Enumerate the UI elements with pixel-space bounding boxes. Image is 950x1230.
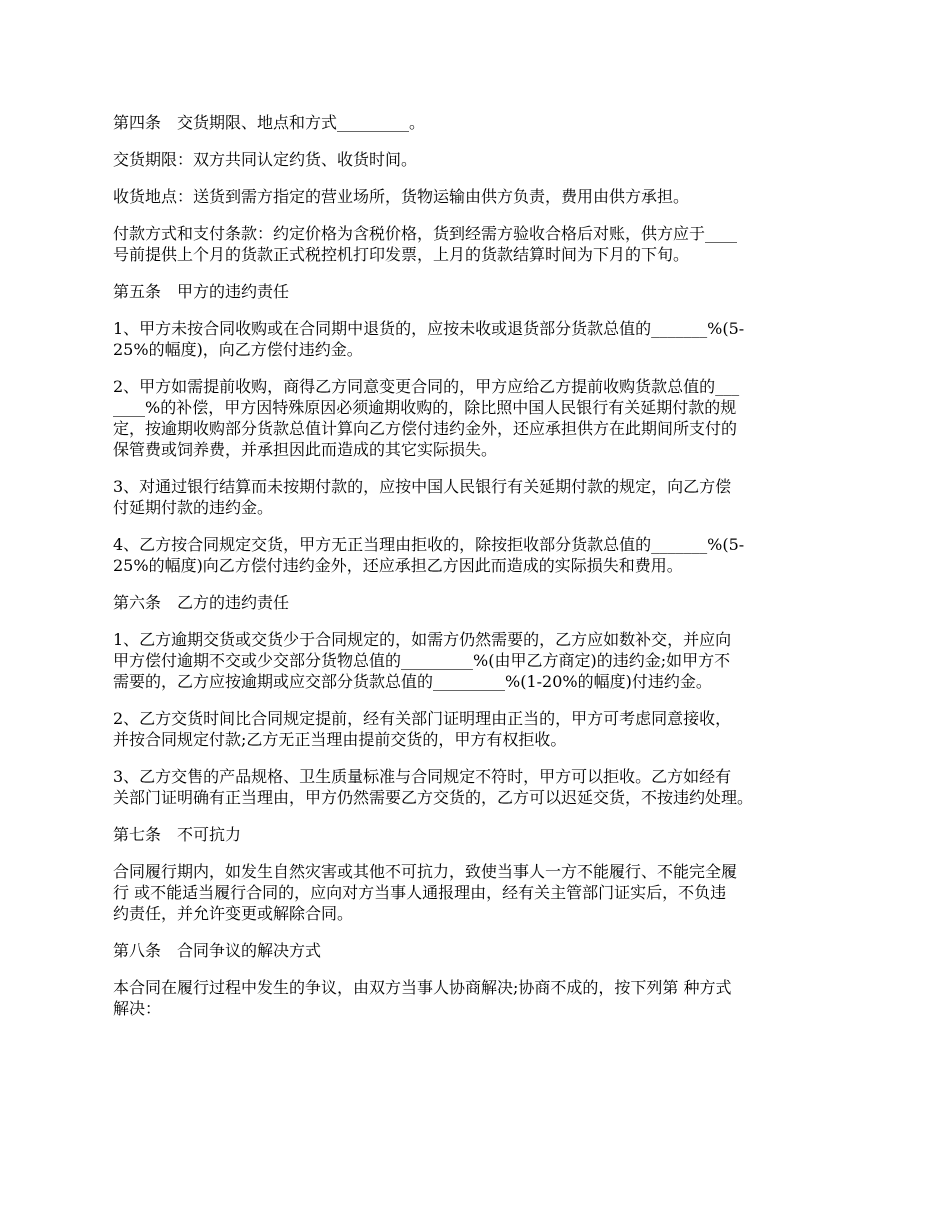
document-paragraph [113, 708, 873, 750]
document-paragraph [113, 186, 873, 207]
document-paragraph [113, 476, 873, 518]
document-paragraph [113, 112, 873, 133]
text-line: 2、乙方交货时间比合同规定提前，经有关部门证明理由正当的，甲方可考虑同意接收， [113, 709, 732, 728]
text-line: 解决： [113, 999, 162, 1018]
text-line: 甲方偿付逾期不交或少交部分货物总值的_________%(由甲乙方商定)的违约金;如甲方不 [113, 651, 731, 670]
text-line: 交货期限：双方共同认定约货、收货时间。 [113, 150, 418, 169]
document-paragraph [113, 824, 873, 845]
text-line: 定，按逾期收购部分货款总值计算向乙方偿付违约金外，还应承担供方在此期间所支付的 [113, 419, 738, 438]
document-paragraph [113, 376, 873, 460]
text-line: 并按合同规定付款;乙方无正当理由提前交货的，甲方有权拒收。 [113, 730, 567, 749]
text-line: 合同履行期内，如发生自然灾害或其他不可抗力，致使当事人一方不能履行、不能完全履 [113, 862, 738, 881]
text-line: 付延期付款的违约金。 [113, 498, 274, 517]
text-line: 3、对通过银行结算而未按期付款的，应按中国人民银行有关延期付款的规定，向乙方偿 [113, 477, 732, 496]
document-paragraph [113, 592, 873, 613]
document-paragraph [113, 940, 873, 961]
document-paragraph [113, 977, 873, 1019]
text-line: 约责任，并允许变更或解除合同。 [113, 904, 354, 923]
text-line: 关部门证明确有正当理由，甲方仍然需要乙方交货的，乙方可以迟延交货，不按违约处理。 [113, 788, 754, 807]
document-body [113, 112, 873, 1035]
text-line: 收货地点：送货到需方指定的营业场所，货物运输由供方负责，费用由供方承担。 [113, 187, 690, 206]
text-line: 行 或不能适当履行合同的，应向对方当事人通报理由，经有关主管部门证实后，不负违 [113, 883, 727, 902]
document-paragraph [113, 629, 873, 692]
text-line: 3、乙方交售的产品规格、卫生质量标准与合同规定不符时，甲方可以拒收。乙方如经有 [113, 767, 732, 786]
document-paragraph [113, 149, 873, 170]
text-line: ____%的补偿，甲方因特殊原因必须逾期收购的，除比照中国人民银行有关延期付款的规 [113, 398, 737, 417]
text-line: 第六条 乙方的违约责任 [113, 593, 290, 612]
document-paragraph [113, 534, 873, 576]
text-line: 第七条 不可抗力 [113, 825, 242, 844]
text-line: 本合同在履行过程中发生的争议，由双方当事人协商解决;协商不成的，按下列第 种方式 [113, 978, 732, 997]
text-line: 第八条 合同争议的解决方式 [113, 941, 322, 960]
text-line: 25%的幅度)，向乙方偿付违约金。 [113, 340, 363, 359]
text-line: 1、甲方未按合同收购或在合同期中退货的，应按未收或退货部分货款总值的_______%(5- [113, 319, 745, 338]
document-paragraph [113, 281, 873, 302]
text-line: 保管费或饲养费，并承担因此而造成的其它实际损失。 [113, 440, 498, 459]
text-line: 第五条 甲方的违约责任 [113, 282, 290, 301]
text-line: 号前提供上个月的货款正式税控机打印发票，上月的货款结算时间为下月的下旬。 [113, 245, 690, 264]
document-paragraph [113, 318, 873, 360]
text-line: 需要的，乙方应按逾期或应交部分货款总值的_________%(1-20%的幅度)付违约金。 [113, 672, 712, 691]
text-line: 1、乙方逾期交货或交货少于合同规定的，如需方仍然需要的，乙方应如数补交，并应向 [113, 630, 732, 649]
document-paragraph [113, 766, 873, 808]
text-line: 25%的幅度)向乙方偿付违约金外，还应承担乙方因此而造成的实际损失和费用。 [113, 556, 683, 575]
text-line: 2、甲方如需提前收购，商得乙方同意变更合同的，甲方应给乙方提前收购货款总值的___ [113, 377, 740, 396]
document-paragraph [113, 223, 873, 265]
text-line: 4、乙方按合同规定交货，甲方无正当理由拒收的，除按拒收部分货款总值的_______%(5- [113, 535, 745, 554]
text-line: 第四条 交货期限、地点和方式_________。 [113, 113, 426, 132]
document-paragraph [113, 861, 873, 924]
text-line: 付款方式和支付条款：约定价格为含税价格，货到经需方验收合格后对账，供方应于____ [113, 224, 738, 243]
